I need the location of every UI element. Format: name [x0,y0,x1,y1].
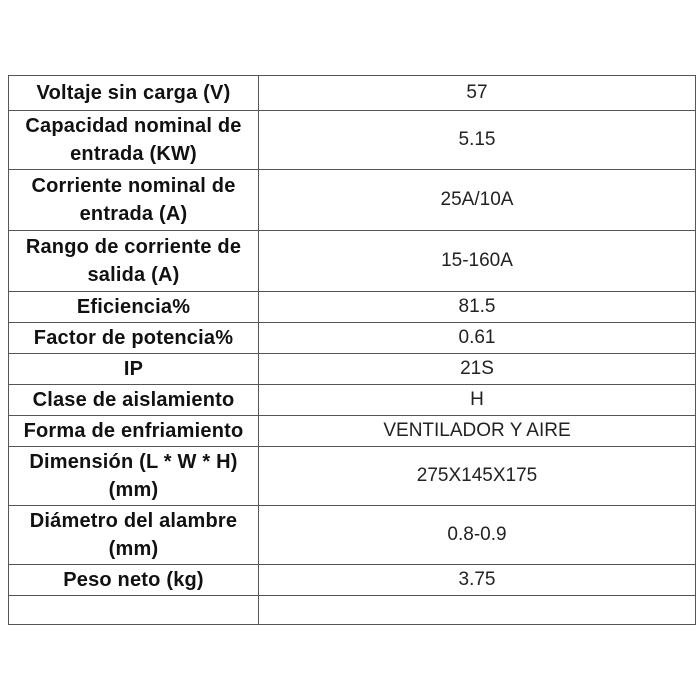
spec-value: 25A/10A [259,170,696,231]
spec-label: Capacidad nominal de entrada (KW) [9,111,259,170]
spec-value: 3.75 [259,565,696,596]
spec-value: 81.5 [259,292,696,323]
spec-label [9,596,259,625]
spec-label: Diámetro del alambre (mm) [9,506,259,565]
spec-label: Clase de aislamiento [9,385,259,416]
table-row [9,76,696,111]
spec-label: Factor de potencia% [9,323,259,354]
table-row [9,565,696,596]
table-row [9,111,696,170]
table-row [9,231,696,292]
spec-value: 0.61 [259,323,696,354]
table-row [9,447,696,506]
table-row [9,170,696,231]
spec-label: IP [9,354,259,385]
spec-value [259,596,696,625]
spec-label: Forma de enfriamiento [9,416,259,447]
spec-label: Peso neto (kg) [9,565,259,596]
table-row [9,506,696,565]
spec-label: Voltaje sin carga (V) [9,76,259,111]
spec-value: 275X145X175 [259,447,696,506]
spec-value: VENTILADOR Y AIRE [259,416,696,447]
spec-value: 5.15 [259,111,696,170]
spec-label: Corriente nominal de entrada (A) [9,170,259,231]
spec-label: Eficiencia% [9,292,259,323]
table-row [9,292,696,323]
table-row [9,354,696,385]
spec-value: 0.8-0.9 [259,506,696,565]
spec-value: 15-160A [259,231,696,292]
spec-value: 57 [259,76,696,111]
table-row [9,385,696,416]
table-row [9,416,696,447]
spec-label: Rango de corriente de salida (A) [9,231,259,292]
spec-value: 21S [259,354,696,385]
spec-value: H [259,385,696,416]
table-row [9,323,696,354]
specifications-table [8,75,696,625]
spec-label: Dimensión (L * W * H) (mm) [9,447,259,506]
table-row-empty [9,596,696,625]
